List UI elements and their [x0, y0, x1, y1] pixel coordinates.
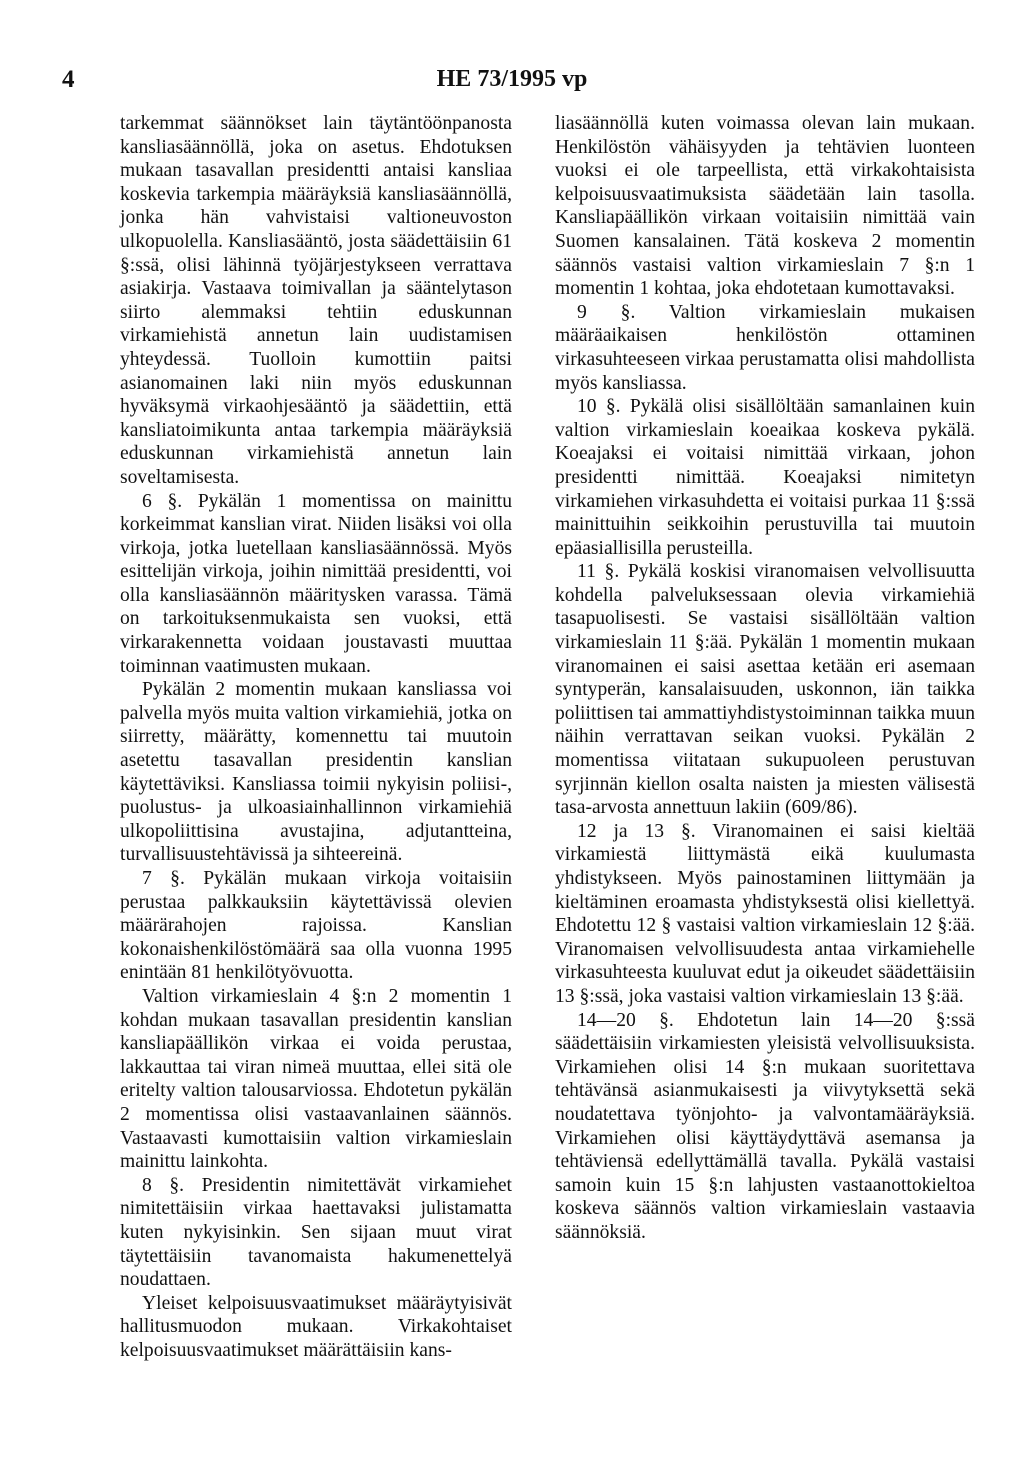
- paragraph: 6 §. Pykälän 1 momentissa on mainittu korkeimmat kanslian virat. Niiden lisäksi voi olla virkoja, jotka luetellaan kansliasäännössä. Myös esittelijän virkoja, joihin nimittää presidentti, voi olla kansliasäännön määritysken varassa. Tämä on tarkoituksenmukaista sen vuoksi, että virkarakennetta voidaan joustavasti muuttaa toiminnan vaatimusten mukaan.: [120, 490, 512, 677]
- paragraph: 9 §. Valtion virkamieslain mukaisen määräaikaisen henkilöstön ottaminen virkasuhteeseen virkaa perustamatta olisi mahdollista myös kansliassa.: [555, 301, 975, 394]
- left-column: [120, 112, 512, 1362]
- document-header: HE 73/1995 vp: [436, 66, 588, 92]
- paragraph: Valtion virkamieslain 4 §:n 2 momentin 1 kohdan mukaan tasavallan presidentin kanslian kansliapäällikön virkaa ei voida perustaa, lakkauttaa tai viran nimeä muuttaa, ellei sitä ole eritelty valtion talousarviossa. Ehdotetun pykälän 2 momentissa olisi vastaavanlainen säännös. Vastaavasti kumottaisiin valtion virkamieslain mainittu lainkohta.: [120, 985, 512, 1173]
- paragraph: liasäännöllä kuten voimassa olevan lain mukaan. Henkilöstön vähäisyyden ja tehtävien luonteen vuoksi ei ole tarpeellista, että virkakohtaisista kelpoisuusvaatimuksista säädetään lain tasolla. Kansliapäällikön virkaan voitaisiin nimittää vain Suomen kansalainen. Tätä koskeva 2 momentin säännös vastaisi valtion virkamieslain 7 §:n 1 momentin 1 kohtaa, joka ehdotetaan kumottavaksi.: [555, 113, 975, 300]
- paragraph: 11 §. Pykälä koskisi viranomaisen velvollisuutta kohdella palveluksessaan olevia virkamiehiä tasapuolisesti. Se vastaisi sisällöltään valtion virkamieslain 11 §:ää. Pykälän 1 momentin mukaan viranomainen ei saisi asettaa ketään eri asemaan syntyperän, kansalaisuuden, uskonnon, iän taikka poliittisen tai ammattiyhdistystoiminnan taikka muun näihin verrattavan seikan vuoksi. Pykälän 2 momentissa viitataan sukupuoleen perustuvan syrjinnän kiellon osalta naisten ja miesten välisestä tasa-arvosta annettuun lakiin (609/86).: [555, 561, 975, 819]
- right-column: [555, 112, 975, 1245]
- paragraph: 8 §. Presidentin nimitettävät virkamiehet nimitettäisiin virkaa haettavaksi julistamatta kuten nykyisinkin. Sen sijaan muut virat täytettäisiin tavanomaista hakumenettelyä noudattaen.: [120, 1174, 512, 1291]
- paragraph: Pykälän 2 momentin mukaan kansliassa voi palvella myös muita valtion virkamiehiä, jotka on siirretty, määrätty, komennettu tai muutoin asetettu tasavallan presidentin kanslian käytettäviksi. Kansliassa toimii nykyisin poliisi-, puolustus- ja ulkoasiainhallinnon virkamiehiä ulkopoliittisina avustajina, adjutantteina, turvallisuustehtävissä ja sihteereinä.: [120, 679, 512, 866]
- paragraph: tarkemmat säännökset lain täytäntöönpanosta kansliasäännöllä, joka on asetus. Ehdotuksen mukaan tasavallan presidentti antaisi kansliaa koskevia tarkempia määräyksiä kansliasäännöllä, jonka hän vahvistaisi valtioneuvoston ulkopuolella. Kansliasääntö, josta säädettäisiin 61 §:ssä, olisi lähinnä työjärjestykseen verrattava asiakirja. Vastaava toimivallan ja sääntelytason siirto alemmaksi tehtiin eduskunnan virkamiehistä annetun lain uudistamisen yhteydessä. Tuolloin kumottiin paitsi asianomainen laki niin myös eduskunnan hyväksymä virkaohjesääntö ja säädettiin, että kansliatoimikunta antaa tarkempia määräyksiä eduskunnan virkamiehistä annetun lain soveltamisesta.: [120, 113, 512, 488]
- paragraph: 14—20 §. Ehdotetun lain 14—20 §:ssä säädettäisiin virkamiesten yleisistä velvollisuuksista. Virkamiehen olisi 14 §:n mukaan suoritettava tehtävänsä asianmukaisesti ja viivytyksettä sekä noudatettava työnjohto- ja valvontamääräyksiä. Virkamiehen olisi käyttäydyttävä asemansa ja tehtäviensä edellyttämällä tavalla. Pykälä vastaisi samoin kuin 15 §:n lahjusten vastaanottokieltoa koskeva säännös valtion virkamieslain vastaavia säännöksiä.: [555, 1009, 975, 1243]
- paragraph: 12 ja 13 §. Viranomainen ei saisi kieltää virkamiestä liittymästä eikä kuulumasta yhdistykseen. Myös painostaminen liittymään ja kieltäminen eroamasta yhdistyksestä olisi kiellettyä. Ehdotettu 12 § vastaisi valtion virkamieslain 12 §:ää. Viranomaisen velvollisuudesta antaa virkamiehelle virkasuhteesta kuuluvat edut ja oikeudet säädettäisiin 13 §:ssä, joka vastaisi valtion virkamieslain 13 §:ää.: [555, 820, 975, 1007]
- paragraph: 7 §. Pykälän mukaan virkoja voitaisiin perustaa palkkauksiin käytettävissä olevien määrärahojen rajoissa. Kanslian kokonaishenkilöstömäärä saa olla vuonna 1995 enintään 81 henkilötyövuotta.: [120, 868, 512, 984]
- paragraph: Yleiset kelpoisuusvaatimukset määräytyisivät hallitusmuodon mukaan. Virkakohtaiset kelpoisuusvaatimukset määrättäisiin kans-: [120, 1292, 512, 1361]
- paragraph: 10 §. Pykälä olisi sisällöltään samanlainen kuin valtion virkamieslain koeaikaa koskeva pykälä. Koeajaksi ei voitaisi nimittää virkaan, johon presidentti nimittää. Koeajaksi nimitetyn virkamiehen virkasuhdetta ei voitaisi purkaa 11 §:ssä mainittuihin seikkoihin perustuvilla tai muutoin epäasiallisilla perusteilla.: [555, 396, 975, 559]
- page-number: 4: [62, 66, 75, 93]
